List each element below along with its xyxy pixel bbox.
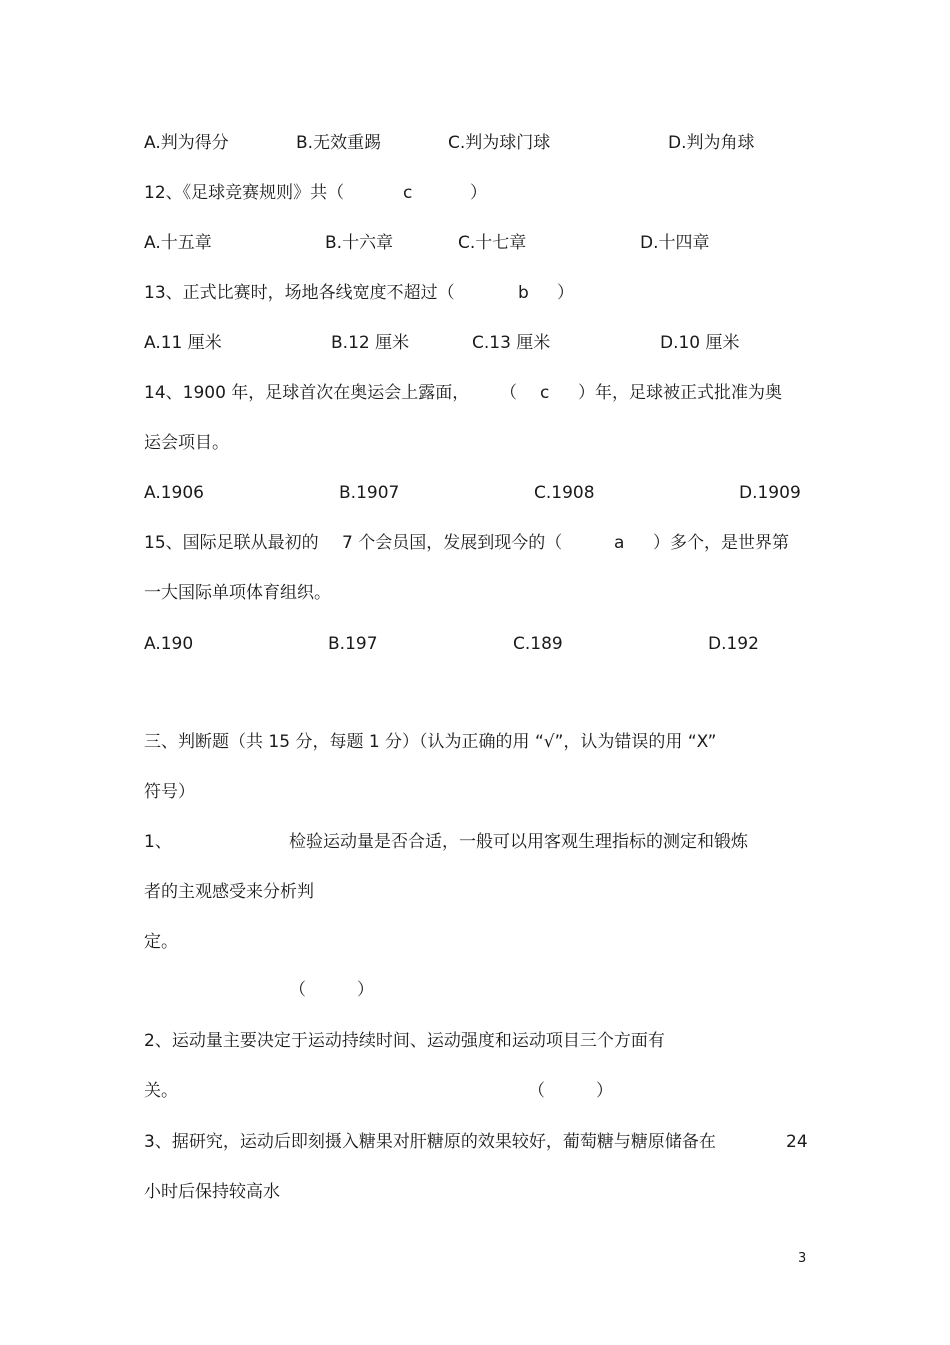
tf1-line2: 者的主观感受来分析判: [144, 882, 314, 902]
q11-option-d: D.判为角球: [668, 133, 755, 153]
q15-line2: 一大国际单项体育组织。: [144, 583, 331, 603]
tf3-line1: 3、据研究，运动后即刻摄入糖果对肝糖原的效果较好，葡萄糖与糖原储备在: [144, 1132, 716, 1152]
tf3-line2: 小时后保持较高水: [144, 1182, 280, 1202]
q15-mid: 7 个会员国，发展到现今的（: [342, 533, 563, 553]
section3-heading-cont: 符号）: [144, 782, 195, 802]
q13-option-d: D.10 厘米: [660, 333, 740, 353]
q11-option-c: C.判为球门球: [448, 133, 551, 153]
q11-option-b: B.无效重踢: [296, 133, 382, 153]
q15-close-rest: ）多个，是世界第: [653, 533, 789, 553]
page-number: 3: [798, 1251, 807, 1266]
tf1-line3: 定。: [144, 932, 178, 952]
q14-open: （: [500, 383, 517, 403]
q14-stem: 14、1900 年，足球首次在奥运会上露面，: [144, 383, 470, 403]
q12-answer: c: [403, 183, 413, 203]
q12-option-d: D.十四章: [640, 233, 710, 253]
q14-close-rest: ）年，足球被正式批准为奥: [578, 383, 782, 403]
q14-option-b: B.1907: [339, 483, 400, 503]
q14-option-c: C.1908: [534, 483, 595, 503]
tf3-number: 24: [786, 1132, 808, 1152]
q14-option-d: D.1909: [739, 483, 801, 503]
tf2-bracket: （ ）: [528, 1081, 613, 1101]
tf2-line1: 2、运动量主要决定于运动持续时间、运动强度和运动项目三个方面有: [144, 1031, 665, 1051]
q13-option-a: A.11 厘米: [144, 333, 222, 353]
q14-option-a: A.1906: [144, 483, 204, 503]
tf2-line2: 关。: [144, 1081, 178, 1101]
q15-option-d: D.192: [708, 634, 759, 654]
q12-close: ）: [470, 183, 487, 203]
q15-stem: 15、国际足联从最初的: [144, 533, 319, 553]
q13-answer: b: [518, 283, 529, 303]
q12-option-a: A.十五章: [144, 233, 212, 253]
q15-answer: a: [614, 533, 625, 553]
q15-option-b: B.197: [328, 634, 378, 654]
q12-stem: 12、《足球竞赛规则》共（: [144, 183, 345, 203]
q13-option-b: B.12 厘米: [331, 333, 410, 353]
q14-line2: 运会项目。: [144, 433, 229, 453]
q13-close: ）: [557, 283, 574, 303]
section3-heading: 三、判断题（共 15 分，每题 1 分）（认为正确的用 “√”，认为错误的用 “X”: [144, 732, 717, 752]
q11-option-a: A.判为得分: [144, 133, 229, 153]
q13-option-c: C.13 厘米: [472, 333, 551, 353]
tf1-line1: 检验运动量是否合适，一般可以用客观生理指标的测定和锻炼: [289, 832, 748, 852]
tf1-number: 1、: [144, 832, 172, 852]
q15-option-a: A.190: [144, 634, 194, 654]
q14-answer: c: [540, 383, 550, 403]
q12-option-b: B.十六章: [325, 233, 394, 253]
q13-stem: 13、正式比赛时，场地各线宽度不超过（: [144, 283, 455, 303]
q12-option-c: C.十七章: [458, 233, 527, 253]
tf1-bracket: （ ）: [289, 980, 374, 1000]
q15-option-c: C.189: [513, 634, 563, 654]
